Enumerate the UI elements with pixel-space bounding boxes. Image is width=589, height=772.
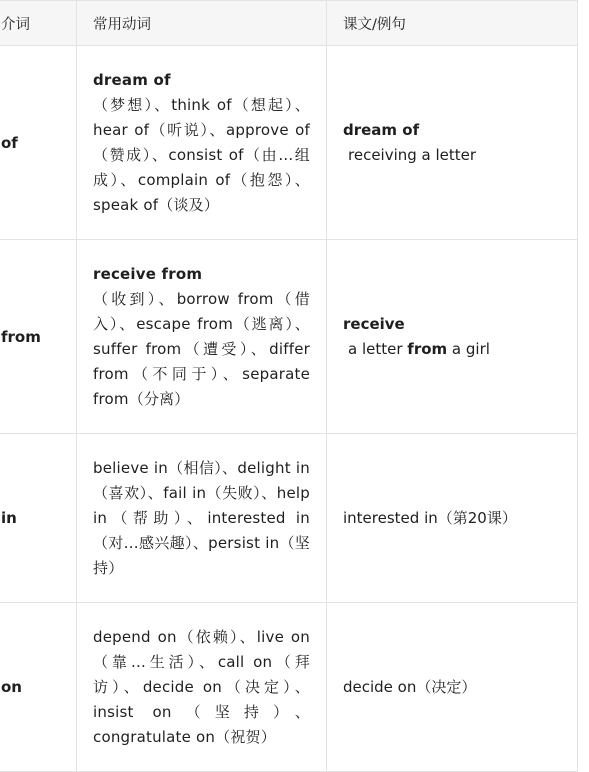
verbs-list: （梦想）、think of（想起）、hear of（听说）、approve of（赞成）、consist of（由…组成）、complain of（抱怨）、speak of（谈及）: [93, 96, 310, 214]
table-row: [0, 434, 578, 603]
example-lead: receive: [343, 314, 405, 333]
verbs-list: depend on（依赖）、live on（靠…生活）、call on（拜访）、decide on（决定）、insist on（坚持）、congratulate on（祝贺）: [93, 628, 310, 746]
verbs-lead: dream of: [93, 71, 171, 89]
example-cell: [327, 46, 578, 240]
preposition-cell: on: [0, 603, 77, 772]
verbs-cell: [77, 603, 327, 772]
example-cell: [327, 240, 578, 434]
preposition-cell: of: [0, 46, 77, 240]
example-text: receiving a letter: [348, 145, 477, 164]
verbs-cell: [77, 240, 327, 434]
table-header-row: [0, 1, 578, 46]
table-row: [0, 603, 578, 772]
verbs-cell: [77, 46, 327, 240]
example-cell: decide on（决定）: [327, 603, 578, 772]
example-text-post: a girl: [447, 339, 490, 358]
header-example: 课文/例句: [327, 1, 578, 46]
example-text-bold: from: [407, 339, 448, 358]
example-text-pre: a letter: [348, 339, 408, 358]
verbs-list: believe in（相信）、delight in（喜欢）、fail in（失败）、help in（帮助）、interested in（对…感兴趣）、persist in（坚持）: [93, 459, 310, 577]
verbs-list: （收到）、borrow from（借入）、escape from（逃离）、suffer from（遭受）、differ from（不同于）、separate from（分离）: [93, 290, 310, 408]
preposition-cell: in: [0, 434, 77, 603]
verbs-lead: receive from: [93, 265, 203, 283]
header-preposition: 介词: [0, 1, 77, 46]
verbs-cell: [77, 434, 327, 603]
preposition-cell: from: [0, 240, 77, 434]
header-common-verbs: 常用动词: [77, 1, 327, 46]
table-row: [0, 46, 578, 240]
example-cell: interested in（第20课）: [327, 434, 578, 603]
table-row: [0, 240, 578, 434]
example-lead: dream of: [343, 120, 420, 139]
